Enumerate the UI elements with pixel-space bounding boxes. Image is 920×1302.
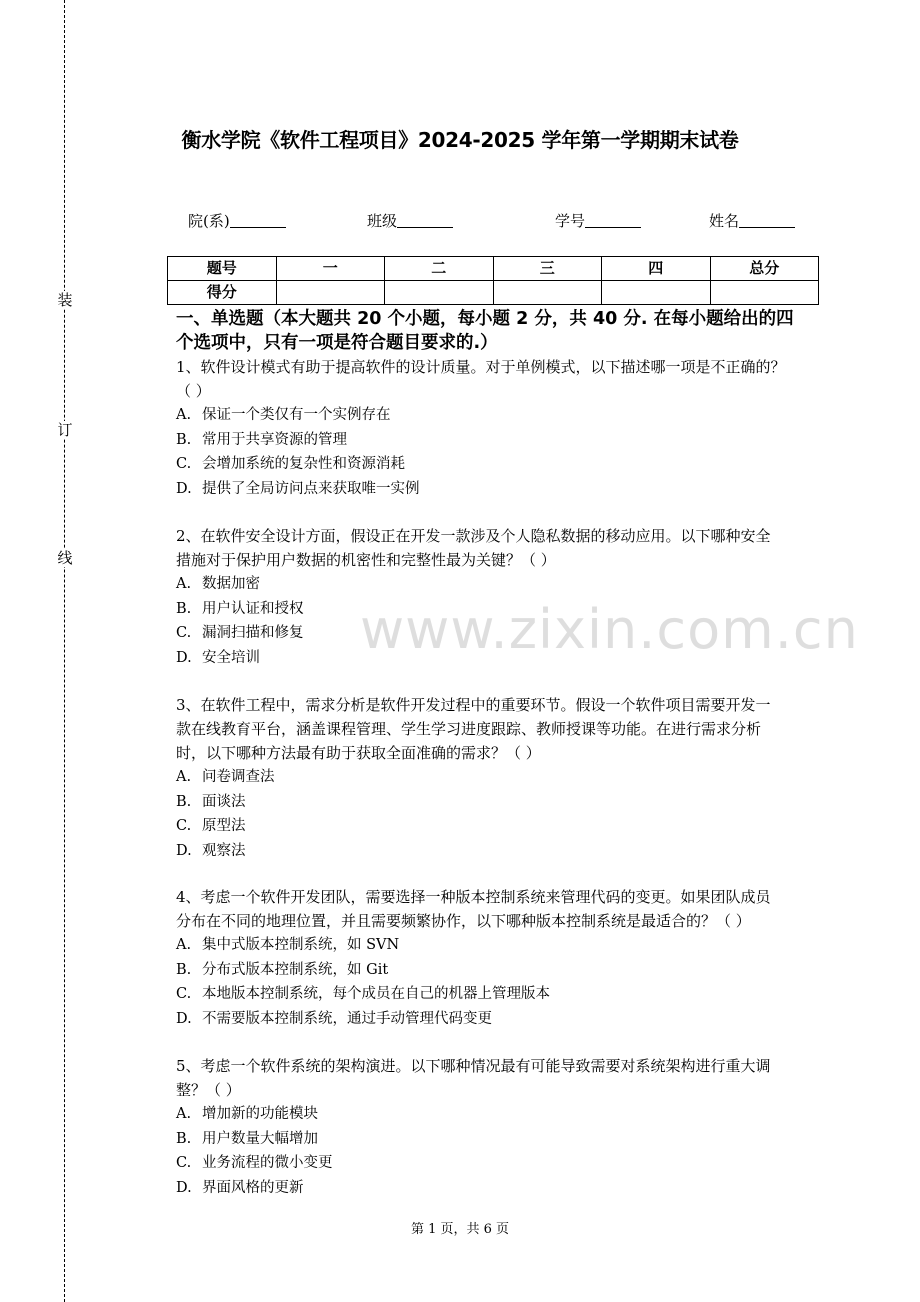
option-text: 保证一个类仅有一个实例存在 (202, 407, 391, 423)
binding-char-xian: 线 (57, 549, 73, 567)
score-table-header (168, 257, 819, 281)
option-letter: D. (176, 649, 192, 666)
option-text: 提供了全局访问点来获取唯一实例 (202, 480, 420, 497)
department-blank[interactable] (230, 213, 286, 228)
option-c[interactable] (176, 452, 816, 477)
header-cell: 二 (385, 257, 494, 281)
option-letter: C. (176, 986, 192, 1002)
option-c[interactable] (176, 1151, 816, 1176)
option-letter: B. (176, 961, 192, 978)
option-text: 数据加密 (202, 576, 260, 592)
option-text: 常用于共享资源的管理 (202, 431, 347, 448)
question-stem-line: 3、在软件工程中，需求分析是软件开发过程中的重要环节。假设一个软件项目需要开发一 (176, 696, 771, 714)
name-field[interactable] (709, 210, 795, 231)
question-stem-line: 时，以下哪种方法最有助于获取全面准确的需求？（ ） (176, 744, 541, 762)
student-id-label: 学号 (555, 212, 586, 230)
header-cell: 四 (602, 257, 711, 281)
question-stem-line: 1、软件设计模式有助于提高软件的设计质量。对于单例模式，以下描述哪一项是不正确的？ (176, 358, 786, 376)
question-stem-line: 4、考虑一个软件开发团队，需要选择一种版本控制系统来管理代码的变更。如果团队成员 (176, 888, 771, 906)
score-cell[interactable] (602, 281, 711, 305)
exam-title: 衡水学院《软件工程项目》2024-2025 学年第一学期期末试卷 (181, 128, 739, 152)
option-letter: C. (176, 1155, 192, 1171)
option-b[interactable] (176, 1127, 816, 1152)
option-b[interactable] (176, 958, 816, 983)
header-cell: 三 (493, 257, 602, 281)
header-cell: 题号 (168, 257, 277, 281)
binding-line (64, 0, 65, 1302)
option-letter: D. (176, 480, 192, 497)
option-d[interactable] (176, 1007, 816, 1032)
option-letter: D. (176, 1179, 192, 1196)
option-a[interactable] (176, 1102, 816, 1127)
header-cell: 总分 (710, 257, 819, 281)
class-field[interactable] (367, 210, 453, 231)
question-stem-line: 款在线教育平台，涵盖课程管理、学生学习进度跟踪、教师授课等功能。在进行需求分析 (176, 720, 762, 738)
section-1-heading (176, 307, 816, 355)
watermark: www.zixin.com.cn (360, 598, 859, 661)
question-3 (176, 693, 816, 863)
option-text: 会增加系统的复杂性和资源消耗 (202, 456, 405, 472)
option-letter: C. (176, 456, 192, 472)
score-cell[interactable] (385, 281, 494, 305)
option-a[interactable] (176, 765, 816, 790)
score-table-row (168, 281, 819, 305)
class-blank[interactable] (397, 213, 453, 228)
option-letter: A. (176, 937, 192, 953)
question-stem-line: （ ） (176, 382, 211, 400)
score-cell[interactable] (493, 281, 602, 305)
student-id-blank[interactable] (585, 213, 641, 228)
option-letter: A. (176, 1106, 192, 1122)
option-letter: A. (176, 407, 192, 423)
option-text: 集中式版本控制系统，如 SVN (202, 937, 400, 953)
option-letter: B. (176, 431, 192, 448)
option-a[interactable] (176, 403, 816, 428)
option-text: 增加新的功能模块 (202, 1106, 318, 1122)
option-text: 用户数量大幅增加 (202, 1130, 318, 1147)
option-letter: A. (176, 576, 192, 592)
header-cell: 一 (276, 257, 385, 281)
student-id-field[interactable] (555, 210, 641, 231)
option-letter: D. (176, 1010, 192, 1027)
option-letter: B. (176, 600, 192, 617)
option-a[interactable] (176, 933, 816, 958)
binding-char-zhuang: 装 (57, 291, 73, 309)
page-footer: 第 1 页，共 6 页 (410, 1222, 510, 1237)
option-text: 问卷调查法 (202, 769, 275, 785)
option-b[interactable] (176, 597, 816, 622)
question-4 (176, 885, 816, 1031)
department-field[interactable] (188, 210, 286, 231)
option-d[interactable] (176, 477, 816, 502)
option-text: 漏洞扫描和修复 (202, 625, 304, 641)
name-label: 姓名 (709, 212, 740, 230)
score-cell[interactable] (710, 281, 819, 305)
option-text: 用户认证和授权 (202, 600, 304, 617)
question-stem-line: 2、在软件安全设计方面，假设正在开发一款涉及个人隐私数据的移动应用。以下哪种安全 (176, 527, 771, 545)
option-text: 面谈法 (202, 793, 246, 810)
score-cell[interactable] (276, 281, 385, 305)
section-heading-line: 一、单选题（本大题共 20 个小题，每小题 2 分，共 40 分. 在每小题给出的四 (176, 309, 794, 329)
option-letter: C. (176, 625, 192, 641)
option-text: 原型法 (202, 818, 246, 834)
question-stem-line: 分布在不同的地理位置，并且需要频繁协作，以下哪种版本控制系统是最适合的？（ ） (176, 912, 751, 930)
question-1 (176, 355, 816, 501)
option-text: 安全培训 (202, 649, 260, 666)
option-letter: A. (176, 769, 192, 785)
binding-char-ding: 订 (57, 421, 73, 439)
option-a[interactable] (176, 572, 816, 597)
option-c[interactable] (176, 621, 816, 646)
score-table (167, 256, 819, 305)
option-d[interactable] (176, 646, 816, 671)
section-heading-line: 个选项中，只有一项是符合题目要求的.） (176, 333, 498, 353)
question-stem-line: 整？（ ） (176, 1081, 241, 1099)
name-blank[interactable] (739, 213, 795, 228)
option-c[interactable] (176, 814, 816, 839)
option-text: 本地版本控制系统，每个成员在自己的机器上管理版本 (202, 986, 550, 1002)
option-b[interactable] (176, 428, 816, 453)
question-stem-line: 措施对于保护用户数据的机密性和完整性最为关键？（ ） (176, 551, 556, 569)
option-d[interactable] (176, 839, 816, 864)
question-stem-line: 5、考虑一个软件系统的架构演进。以下哪种情况最有可能导致需要对系统架构进行重大调 (176, 1057, 771, 1075)
class-label: 班级 (367, 212, 398, 230)
department-label: 院(系) (188, 212, 230, 230)
option-letter: B. (176, 793, 192, 810)
option-d[interactable] (176, 1176, 816, 1201)
option-text: 不需要版本控制系统，通过手动管理代码变更 (202, 1010, 492, 1027)
option-c[interactable] (176, 982, 816, 1007)
option-text: 界面风格的更新 (202, 1179, 304, 1196)
option-letter: C. (176, 818, 192, 834)
option-text: 观察法 (202, 842, 246, 859)
option-text: 业务流程的微小变更 (202, 1155, 333, 1171)
question-5 (176, 1054, 816, 1200)
option-text: 分布式版本控制系统，如 Git (202, 961, 389, 978)
option-b[interactable] (176, 790, 816, 815)
option-letter: D. (176, 842, 192, 859)
row-label: 得分 (168, 281, 277, 305)
option-letter: B. (176, 1130, 192, 1147)
question-2 (176, 524, 816, 670)
